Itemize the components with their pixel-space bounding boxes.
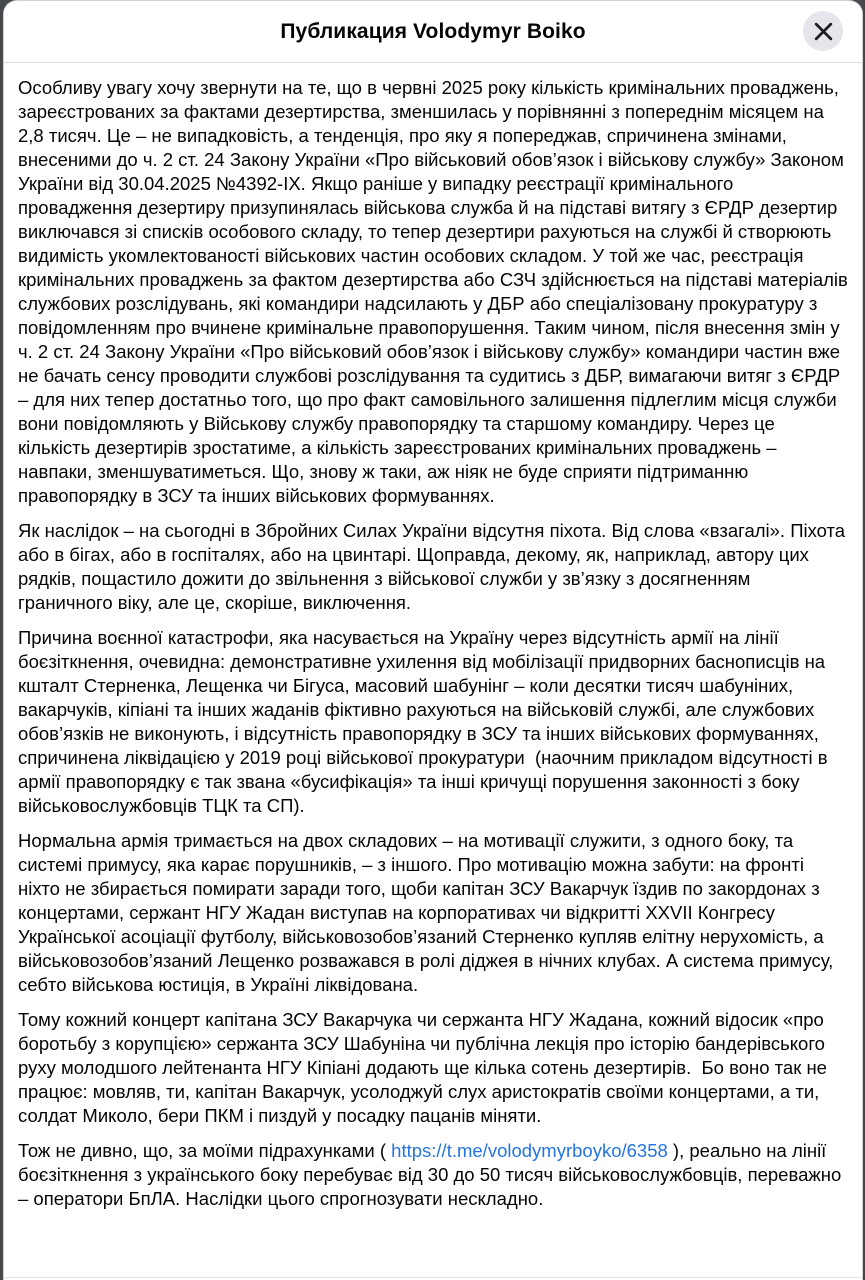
bottom-divider [4,1277,862,1278]
post-paragraph: Як наслідок – на сьогодні в Збройних Силах України відсутня піхота. Від слова «взагалі». Піхота або в бігах, або в госпіталях, або на цвинтарі. Щоправда, декому, як, наприклад, автору цих рядків, пощастило дожити до звільнення з військової служби у зв’язку з досягненням граничного віку, але це, скоріше, виключення. [18,520,851,613]
close-button[interactable] [803,11,843,51]
post-body [4,63,862,1211]
telegram-link[interactable]: https://t.me/volodymyrboyko/6358 [391,1140,668,1161]
post-paragraph: Нормальна армія тримається на двох складових – на мотивації служити, з одного боку, та системі примусу, яка карає порушників, – з іншого. Про мотивацію можна забути: на фронті ніхто не збирається помирати заради того, щоби капітан ЗСУ Вакарчук їздив по закордонах з концертами, сержант НГУ Жадан виступав на корпоративах чи відкритті XXVII Конгресу Української асоціації футболу, військовозобов’язаний Стерненко купляв елітну нерухомість, а військовозобов’язаний Лещенко розважався в ролі діджея в нічних клубах. А система примусу, себто військова юстиція, в Україні ліквідована. [18,830,839,995]
post-paragraph-with-link [18,1139,848,1211]
final-paragraph-pre-text: Тож не дивно, що, за моїми підрахунками ( [18,1140,392,1161]
final-paragraph-post-text: ), реально на лінії боєзіткнення з українського боку перебуває від 30 до 50 тисяч військовослужбовців, переважно – оператори БпЛА. Наслідки цього спрогнозувати нескладно. [18,1140,847,1209]
post-paragraph: Тому кожний концерт капітана ЗСУ Вакарчука чи сержанта НГУ Жадана, кожний відосик «про боротьбу з корупцією» сержанта ЗСУ Шабуніна чи публічна лекція про історію бандерівського руху молодшого лейтенанта НГУ Кіпіані додають ще кілька сотень дезертирів. Бо воно так не працює: мовляв, ти, капітан Вакарчук, усолоджуй слух аристократів своїми концертами, а ти, солдат Миколо, бери ПКМ і пиздуй у посадку пацанів міняти. [18,1009,833,1126]
post-dialog [3,0,863,1280]
dialog-header [4,1,862,63]
post-paragraph: Причина воєнної катастрофи, яка насувається на Україну через відсутність армії на лінії боєзіткнення, очевидна: демонстративне ухилення від мобілізації придворних баснописців на кшталт Стерненка, Лещенка чи Бігуса, масовий шабунінг – коли десятки тисяч шабуніних, вакарчуків, кіпіані та інших жаданів фіктивно рахуються на військовій службі, але службових обов’язків не виконують, і відсутність правопорядку в ЗСУ та інших військових формуваннях, спричинена ліквідацією у 2019 році військової прокуратури (наочним прикладом відсутності в армії правопорядку є так звана «бусифікація» та інші кричущі порушення законності з боку військовослужбовців ТЦК та СП). [18,627,833,816]
close-icon [813,21,834,42]
post-paragraph: Особливу увагу хочу звернути на те, що в червні 2025 року кількість кримінальних проваджень, зареєстрованих за фактами дезертирства, зменшилась у порівнянні з попереднім місяцем на 2,8 тисяч. Це – не випадковість, а тенденція, про яку я попереджав, спричинена змінами, внесеними до ч. 2 ст. 24 Закону України «Про військовий обов’язок і військову службу» Законом України від 30.04.2025 №4392-IX. Якщо раніше у випадку реєстрації кримінального провадження дезертиру призупинялась військова служба й на підставі витягу з ЄРДР дезертир виключався зі списків особового складу, то тепер дезертири рахуються на службі й створюють видимість укомлектованості військових частин особових складом. У той же час, реєстрація кримінальних проваджень за фактом дезертирства або СЗЧ здійснюється на підставі матеріалів службових розслідувань, які командири надсилають у ДБР або спеціалізовану прокуратуру з повідомленням про вчинене кримінальне правопорушення. Таким чином, після внесення змін у ч. 2 ст. 24 Закону України «Про військовий обов’язок і військову службу» командири частин вже не бачать сенсу проводити службові розслідування та судитись з ДБР, вимагаючи витяг з ЄРДР – для них тепер достатньо того, що про факт самовільного залишення підлеглим місця служби вони повідомляють у Військову службу правопорядку та старшому командиру. Через це кількість дезертирів зростатиме, а кількість зареєстрованих кримінальних проваджень – навпаки, зменшуватиметься. Що, знову ж таки, аж ніяк не буде сприяти підтриманню правопорядку в ЗСУ та інших військових формуваннях. [18,77,853,506]
page-title: Публикация Volodymyr Boiko [280,19,586,43]
